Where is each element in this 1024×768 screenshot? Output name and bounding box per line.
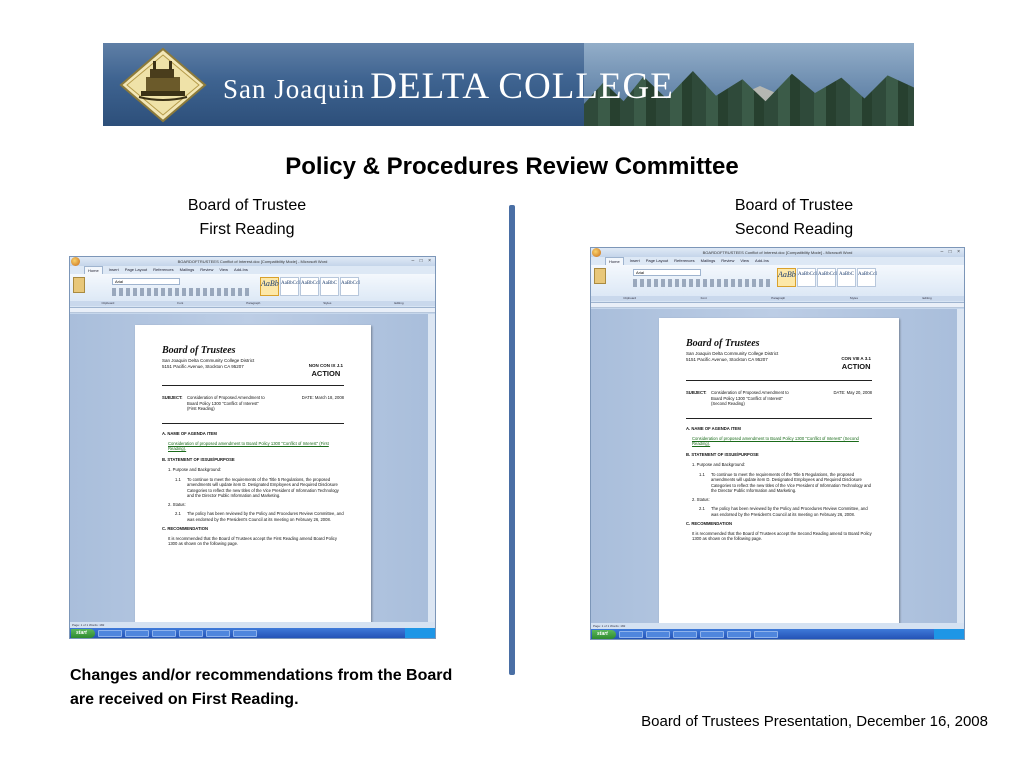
ribbon-group-labels [70, 301, 435, 306]
word-screenshot-first-reading [69, 256, 436, 639]
rule-bottom [686, 418, 872, 419]
college-name-main: DELTA COLLEGE [370, 66, 674, 107]
doc-org-line2: 5151 Pacific Avenue, Stockton CA 95207 [686, 357, 768, 362]
style-heading1: AaBb [260, 277, 279, 296]
style-subtitle: AaBbCcI [857, 268, 876, 287]
group-styles: Styles [849, 296, 858, 300]
tab-home: Home [605, 257, 624, 265]
tab-page-layout: Page Layout [645, 258, 669, 263]
tab-page-layout: Page Layout [124, 267, 148, 272]
styles-gallery [260, 277, 359, 296]
office-button-icon [592, 248, 601, 257]
paste-icon [73, 277, 85, 293]
paste-icon [594, 268, 606, 284]
style-normal: AaBbCcI [797, 268, 816, 287]
section-c-text: It is recommended that the Board of Trustees accept the First Reading amend Board Policy 1300 as shown on the following page. [168, 535, 337, 546]
b11-number: 1.1 [699, 471, 705, 477]
ruler [70, 308, 435, 313]
subject-line3: (First Reading) [187, 406, 215, 411]
taskbar-item [754, 631, 778, 638]
doc-date: DATE: May 20, 2008 [833, 390, 872, 395]
doc-org-line1: San Joaquin Delta Community College District [162, 358, 255, 363]
subject-line1: Consideration of Proposed Amendment to [187, 395, 265, 400]
doc-code: NON CON IX J.1 [308, 363, 343, 368]
group-editing: Editing [394, 301, 404, 305]
college-seal-logo [119, 47, 207, 123]
window-controls-icon: – □ × [411, 258, 433, 264]
word-window-title: BOARDOFTRUSTEES Conflict of Interest.doc [Compatibility Mode] - Microsoft Word [177, 259, 328, 264]
tab-references: References [153, 267, 174, 272]
taskbar-item [125, 630, 149, 637]
doc-subject [686, 390, 803, 407]
style-no-spacing: AaBbCcI [817, 268, 836, 287]
section-b1: 1. Purpose and Background: [692, 462, 746, 467]
rule-top [686, 380, 872, 381]
start-button: start [71, 629, 95, 638]
document-page [135, 325, 371, 627]
ribbon-tabs [591, 257, 964, 265]
doc-subject [162, 395, 279, 412]
section-b21 [686, 506, 872, 517]
b21-number: 2.1 [175, 511, 181, 516]
taskbar-item [673, 631, 697, 638]
left-caption-line1: Board of Trustee [187, 197, 307, 214]
tab-view: View [740, 258, 750, 263]
subject-label: SUBJECT: [686, 390, 707, 395]
group-font: Font [700, 296, 707, 300]
tab-add-ins: Add-Ins [755, 258, 769, 263]
document-page [659, 318, 899, 626]
tab-mailings: Mailings [700, 258, 716, 263]
section-b1: 1. Purpose and Background: [168, 467, 222, 472]
tab-mailings: Mailings [179, 267, 195, 272]
word-titlebar [70, 257, 435, 266]
taskbar-item [646, 631, 670, 638]
tab-review: Review [200, 267, 214, 272]
ruler [591, 303, 964, 308]
font-name-box: Arial [633, 269, 701, 276]
style-heading1: AaBb [777, 268, 796, 287]
subject-text [187, 395, 279, 412]
subject-line2: Board Policy 1300 "Conflict of Interest" [711, 395, 783, 401]
right-caption-line1: Board of Trustee [734, 197, 854, 214]
section-b2: 2. Status: [692, 496, 710, 502]
doc-org [162, 358, 254, 370]
slide-footer: Board of Trustees Presentation, December 16, 2008 [641, 713, 988, 730]
taskbar-item [233, 630, 257, 637]
vertical-scrollbar [956, 309, 964, 623]
doc-code-block [841, 356, 871, 371]
windows-taskbar [591, 629, 964, 639]
b21-text: The policy has been reviewed by the Policy and Procedures Review Committee, and was endorsed by the President's Council at its meeting on February 26, 2008. [711, 506, 868, 517]
tab-references: References [674, 258, 695, 263]
doc-section-a [162, 431, 344, 547]
doc-action: ACTION [311, 369, 341, 378]
section-b-heading: B. STATEMENT OF ISSUE/PURPOSE [686, 451, 759, 457]
group-clipboard: Clipboard [101, 301, 115, 305]
b11-number: 1.1 [175, 476, 181, 482]
doc-section-a [686, 426, 872, 542]
group-paragraph: Paragraph [771, 296, 786, 300]
doc-date: DATE: March 18, 2008 [301, 395, 344, 400]
college-name-prefix: San Joaquin [223, 74, 366, 104]
section-b11 [162, 477, 344, 499]
vertical-divider [509, 205, 515, 675]
style-title: AaBbC [320, 277, 339, 296]
start-button: start [592, 630, 616, 639]
window-controls-icon: – □ × [940, 249, 962, 255]
group-font: Font [177, 301, 184, 305]
ribbon-group-labels [591, 296, 964, 301]
word-titlebar [591, 248, 964, 257]
tab-add-ins: Add-Ins [234, 267, 248, 272]
format-buttons [112, 288, 252, 296]
doc-org-line2: 5151 Pacific Avenue, Stockton CA 95207 [162, 364, 244, 369]
section-b11 [686, 472, 872, 494]
section-a-heading: A. NAME OF AGENDA ITEM [162, 431, 217, 436]
doc-code-block [309, 363, 343, 378]
rule-top [162, 385, 344, 386]
office-button-icon [71, 257, 80, 266]
doc-heading: Board of Trustees [686, 338, 760, 349]
system-tray [405, 628, 435, 638]
right-caption [694, 194, 894, 242]
tab-view: View [219, 267, 229, 272]
taskbar-item [619, 631, 643, 638]
taskbar-item [98, 630, 122, 637]
status-bar: Page: 1 of 1 Words: 182 [591, 623, 964, 629]
b11-text: To continue to meet the requirements of the Title 5 Regulations, the proposed amendments will update item D. Designated Employees and Required Disclosure Categories to reflect the new titles of the Vice President of Information Technology and the Director Public Information and Marketing. [711, 471, 871, 493]
taskbar-item [206, 630, 230, 637]
taskbar-item [152, 630, 176, 637]
subject-label: SUBJECT: [162, 395, 183, 400]
system-tray [934, 629, 964, 639]
rule-bottom [162, 423, 344, 424]
first-reading-note: Changes and/or recommendations from the Board are received on First Reading. [70, 667, 453, 708]
b21-number: 2.1 [699, 506, 705, 511]
format-buttons [633, 279, 773, 287]
section-a-text: Consideration of proposed amendment to Board Policy 1300 "Conflict of Interest" (First Reading). [168, 440, 329, 451]
doc-action: ACTION [841, 362, 871, 371]
style-normal: AaBbCcI [280, 277, 299, 296]
b21-text: The policy has been reviewed by the Policy and Procedures Review Committee, and was endorsed by the President's Council at its meeting on February 26, 2008. [187, 511, 344, 522]
section-c-heading: C. RECOMMENDATION [162, 526, 208, 531]
style-subtitle: AaBbCcI [340, 277, 359, 296]
style-title: AaBbC [837, 268, 856, 287]
section-b21 [162, 511, 344, 522]
tab-home: Home [84, 266, 103, 274]
group-clipboard: Clipboard [623, 296, 637, 300]
doc-org-line1: San Joaquin Delta Community College District [686, 351, 779, 356]
style-no-spacing: AaBbCcI [300, 277, 319, 296]
college-banner [103, 43, 914, 126]
group-paragraph: Paragraph [246, 301, 261, 305]
subject-line1: Consideration of Proposed Amendment to [711, 390, 789, 395]
section-a-text: Consideration of proposed amendment to Board Policy 1300 "Conflict of Interest" (Second Reading). [692, 435, 859, 446]
group-styles: Styles [323, 301, 332, 305]
b11-text: To continue to meet the requirements of the Title 5 Regulations, the proposed amendments will update item D. Designated Employees and Required Disclosure Categories to reflect the new titles of the Vice President of Information Technology and the Director Public Information and Marketing. [187, 476, 339, 498]
word-screenshot-second-reading [590, 247, 965, 640]
taskbar-item [727, 631, 751, 638]
tab-insert: Insert [629, 258, 640, 263]
doc-org [686, 351, 778, 363]
ribbon [70, 274, 435, 308]
subject-line2: Board Policy 1300 "Conflict of Interest" [187, 400, 259, 406]
subject-text [711, 390, 803, 407]
word-window-title: BOARDOFTRUSTEES Conflict of Interest.doc [Compatibility Mode] - Microsoft Word [702, 250, 853, 255]
left-caption-line2: First Reading [199, 221, 295, 238]
ribbon-tabs [70, 266, 435, 274]
section-b2: 2. Status: [168, 501, 186, 507]
status-bar: Page: 1 of 1 Words: 182 [70, 622, 435, 628]
section-c-heading: C. RECOMMENDATION [686, 521, 732, 526]
styles-gallery [777, 268, 876, 287]
font-name-box: Arial [112, 278, 180, 285]
group-editing: Editing [922, 296, 932, 300]
subject-line3: (Second Reading) [711, 401, 745, 406]
tab-insert: Insert [108, 267, 119, 272]
left-caption [147, 194, 347, 242]
section-a-heading: A. NAME OF AGENDA ITEM [686, 426, 741, 431]
vertical-scrollbar [427, 314, 435, 622]
doc-code: CON VIII A 3.1 [841, 356, 871, 361]
slide-title: Policy & Procedures Review Committee [285, 153, 739, 180]
windows-taskbar [70, 628, 435, 638]
taskbar-item [700, 631, 724, 638]
college-name [223, 65, 674, 105]
section-c-text: It is recommended that the Board of Trustees accept the Second Reading amend to Board Policy 1300 as shown on the following page. [692, 530, 872, 541]
taskbar-item [179, 630, 203, 637]
doc-heading: Board of Trustees [162, 345, 236, 356]
section-b-heading: B. STATEMENT OF ISSUE/PURPOSE [162, 456, 235, 462]
ribbon [591, 265, 964, 303]
tab-review: Review [721, 258, 735, 263]
right-caption-line2: Second Reading [734, 221, 854, 238]
